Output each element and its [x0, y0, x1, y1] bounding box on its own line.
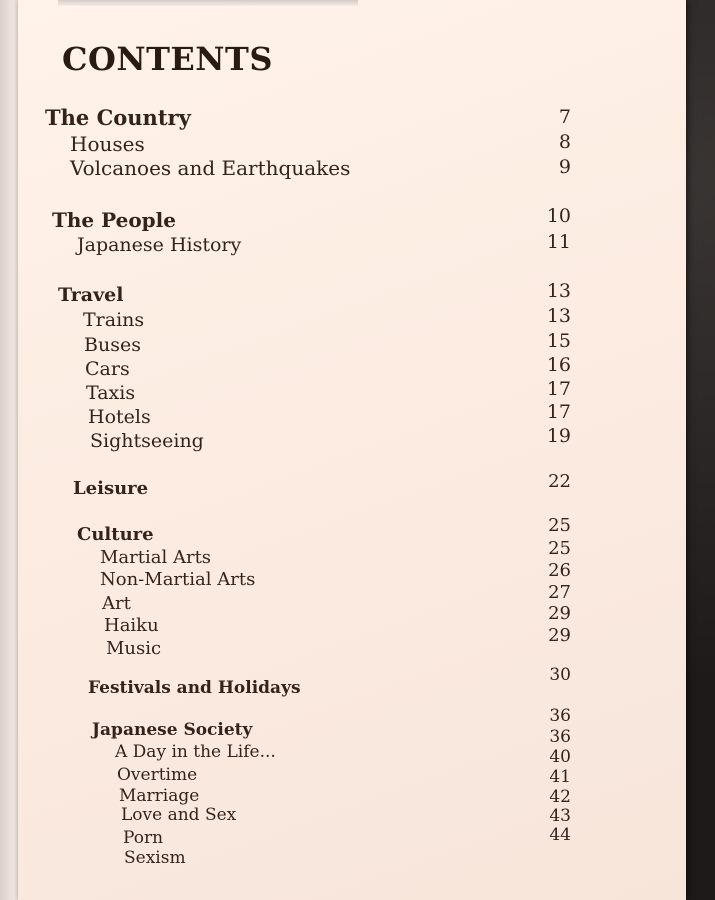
page-number: 26 — [548, 560, 571, 581]
toc-item: Overtime — [117, 765, 198, 785]
book-page — [18, 0, 686, 900]
page-number: 42 — [549, 787, 571, 807]
page-number: 7 — [558, 106, 571, 128]
toc-item: Trains — [83, 309, 145, 331]
page-number: 15 — [546, 330, 571, 352]
toc-heading: The Country — [45, 105, 191, 130]
page-number: 25 — [548, 538, 571, 559]
toc-heading: Japanese Society — [92, 720, 253, 740]
page-number: 29 — [548, 625, 571, 646]
page-number: 17 — [546, 378, 571, 400]
page-number: 19 — [546, 425, 571, 447]
page-number: 17 — [546, 401, 571, 423]
toc-heading: Travel — [58, 284, 124, 306]
toc-heading: Culture — [77, 524, 154, 545]
toc-item: Art — [102, 593, 131, 614]
page-number: 10 — [546, 205, 571, 227]
page-number: 13 — [546, 305, 571, 327]
toc-heading: Leisure — [73, 478, 149, 499]
page-number: 16 — [546, 354, 571, 376]
toc-item: Porn — [123, 828, 164, 848]
toc-item: Sightseeing — [90, 430, 204, 452]
page-number: 44 — [549, 825, 571, 845]
toc-item: Taxis — [86, 382, 136, 404]
page-number: 11 — [546, 231, 571, 253]
toc-item: Cars — [85, 358, 130, 380]
page-title: CONTENTS — [62, 40, 273, 78]
toc-item: Martial Arts — [100, 547, 212, 568]
toc-heading: The People — [52, 208, 176, 232]
page-number: 25 — [548, 515, 571, 536]
toc-item: Marriage — [119, 786, 200, 806]
toc-item: Sexism — [124, 848, 186, 868]
page-number: 36 — [549, 706, 571, 726]
page-number: 43 — [549, 806, 571, 826]
toc-item: Haiku — [104, 615, 159, 636]
toc-item: Music — [106, 638, 162, 659]
toc-item: Buses — [84, 334, 141, 356]
toc-item: Non-Martial Arts — [100, 569, 256, 590]
page-number: 41 — [549, 767, 571, 787]
toc-item: Hotels — [88, 406, 151, 428]
page-number: 36 — [549, 727, 571, 747]
toc-item: Volcanoes and Earthquakes — [70, 156, 351, 180]
page-number: 30 — [549, 665, 571, 685]
toc-item: Love and Sex — [121, 805, 237, 825]
page-number: 29 — [548, 603, 571, 624]
page-number: 40 — [549, 747, 571, 767]
toc-item: Japanese History — [77, 234, 242, 256]
page-number: 22 — [548, 471, 571, 492]
toc-item: Houses — [70, 132, 145, 156]
page-number: 27 — [548, 582, 571, 603]
page-number: 13 — [546, 280, 571, 302]
page-number: 9 — [558, 156, 571, 178]
toc-heading: Festivals and Holidays — [88, 678, 301, 698]
page-top-edge — [58, 0, 358, 6]
page-number: 8 — [558, 131, 571, 153]
toc-item: A Day in the Life... — [115, 742, 276, 762]
